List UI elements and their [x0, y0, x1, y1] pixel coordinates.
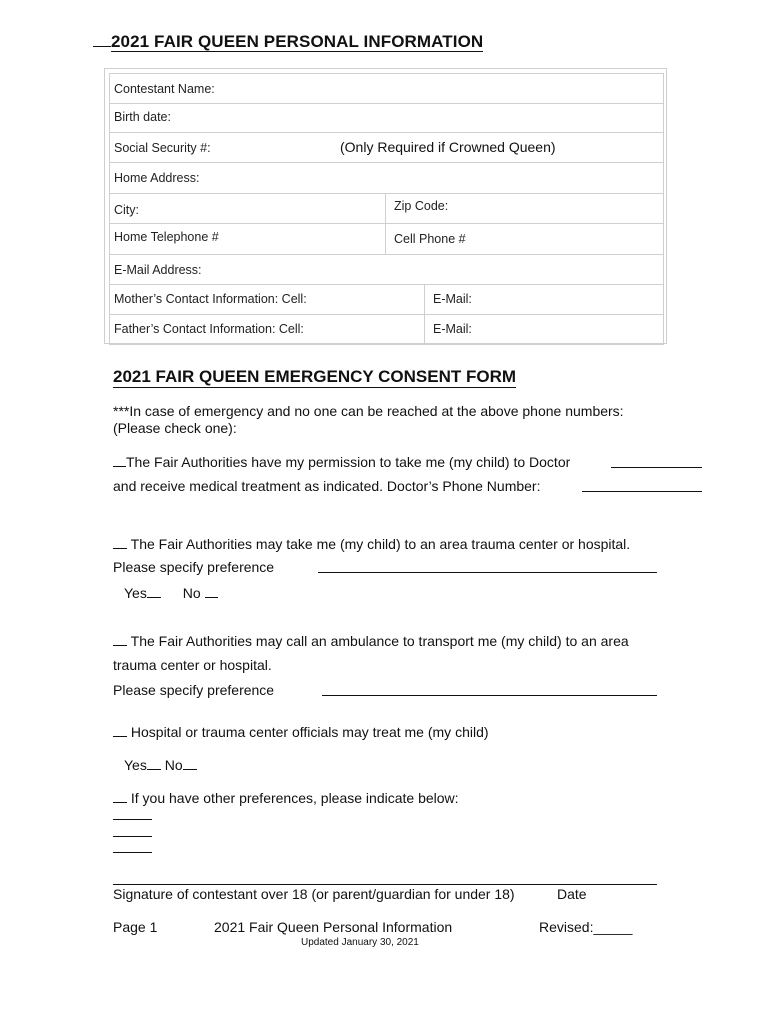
footer-updated: Updated January 30, 2021 [301, 937, 419, 948]
birth-date-label: Birth date: [114, 110, 171, 124]
option1-checkbox[interactable] [113, 453, 126, 467]
option4-no: No [164, 757, 183, 773]
mother-divider [424, 285, 425, 314]
ssn-label: Social Security #: [114, 141, 211, 155]
father-email-label[interactable]: E-Mail: [433, 322, 472, 336]
cell-phone-label[interactable]: Cell Phone # [394, 232, 466, 246]
phones-divider [385, 224, 386, 254]
option2-checkbox[interactable] [113, 535, 127, 549]
personal-info-title [93, 32, 483, 52]
option3-pref-blank[interactable] [322, 695, 657, 696]
doctor-name-blank[interactable] [611, 467, 702, 468]
row-city-zip [109, 193, 664, 223]
signature-label: Signature of contestant over 18 (or parent/guardian for under 18) [113, 886, 515, 902]
option3-checkbox[interactable] [113, 632, 127, 646]
option5-text [113, 789, 459, 806]
row-contestant-name[interactable] [109, 73, 664, 103]
option2-no: No [182, 585, 201, 601]
option2-yes: Yes [124, 585, 147, 601]
row-father-contact [109, 314, 664, 345]
mother-email-label[interactable]: E-Mail: [433, 292, 472, 306]
date-label: Date [557, 886, 587, 902]
option2-text [113, 535, 630, 552]
option4-line1: Hospital or trauma center officials may treat me (my child) [127, 724, 489, 740]
row-mother-contact [109, 284, 664, 314]
option2-yes-no [124, 584, 218, 601]
footer-page-number: Page 1 [113, 919, 158, 935]
option4-text [113, 723, 489, 740]
signature-line[interactable] [113, 884, 657, 885]
city-zip-divider [385, 194, 386, 223]
zip-label[interactable]: Zip Code: [394, 199, 449, 213]
option2-pref-blank[interactable] [318, 572, 657, 573]
row-birth-date[interactable] [109, 103, 664, 132]
consent-intro-line1: ***In case of emergency and no one can be reached at the above phone numbers: [113, 403, 624, 419]
option4-yes: Yes [124, 757, 147, 773]
option1-line2: and receive medical treatment as indicated. Doctor’s Phone Number: [113, 478, 541, 494]
other-pref-blank-2[interactable] [113, 836, 152, 837]
personal-info-title-text: 2021 FAIR QUEEN PERSONAL INFORMATION [111, 32, 484, 51]
personal-info-table [104, 68, 667, 344]
father-divider [424, 315, 425, 344]
row-home-address[interactable] [109, 162, 664, 193]
row-phones [109, 223, 664, 254]
home-phone-label[interactable]: Home Telephone # [114, 230, 219, 244]
footer-doc-title: 2021 Fair Queen Personal Information [214, 919, 453, 935]
consent-form-title: 2021 FAIR QUEEN EMERGENCY CONSENT FORM [113, 367, 517, 386]
option4-yes-no [124, 756, 197, 773]
option4-no-blank[interactable] [183, 756, 197, 770]
option2-line1: The Fair Authorities may take me (my child) to an area trauma center or hospital. [127, 536, 631, 552]
option4-checkbox[interactable] [113, 723, 127, 737]
other-pref-blank-1[interactable] [113, 819, 152, 820]
option3-pref-label: Please specify preference [113, 682, 275, 698]
consent-intro-line2: (Please check one): [113, 420, 237, 436]
title-underline-lead [93, 32, 111, 47]
option3-line1: The Fair Authorities may call an ambulance to transport me (my child) to an area [127, 633, 629, 649]
email-label: E-Mail Address: [114, 263, 202, 277]
option2-yes-blank[interactable] [147, 584, 161, 598]
other-pref-blank-3[interactable] [113, 852, 152, 853]
option5-line1: If you have other preferences, please indicate below: [127, 790, 459, 806]
option1-line1: The Fair Authorities have my permission to take me (my child) to Doctor [126, 454, 571, 470]
city-label[interactable]: City: [114, 203, 139, 217]
mother-contact-label[interactable]: Mother’s Contact Information: Cell: [114, 292, 307, 306]
ssn-note: (Only Required if Crowned Queen) [340, 139, 556, 155]
option1-text [113, 453, 570, 470]
option3-line2: trauma center or hospital. [113, 657, 272, 673]
option5-checkbox[interactable] [113, 789, 127, 803]
footer-revised: Revised:_____ [539, 919, 633, 935]
father-contact-label[interactable]: Father’s Contact Information: Cell: [114, 322, 304, 336]
option2-no-blank[interactable] [205, 584, 218, 598]
option4-yes-blank[interactable] [147, 756, 161, 770]
contestant-name-label: Contestant Name: [114, 82, 215, 96]
option3-text [113, 632, 629, 649]
option2-pref-label: Please specify preference [113, 559, 275, 575]
doctor-phone-blank[interactable] [582, 491, 702, 492]
home-address-label: Home Address: [114, 171, 200, 185]
row-ssn[interactable] [109, 132, 664, 162]
row-email[interactable] [109, 254, 664, 284]
